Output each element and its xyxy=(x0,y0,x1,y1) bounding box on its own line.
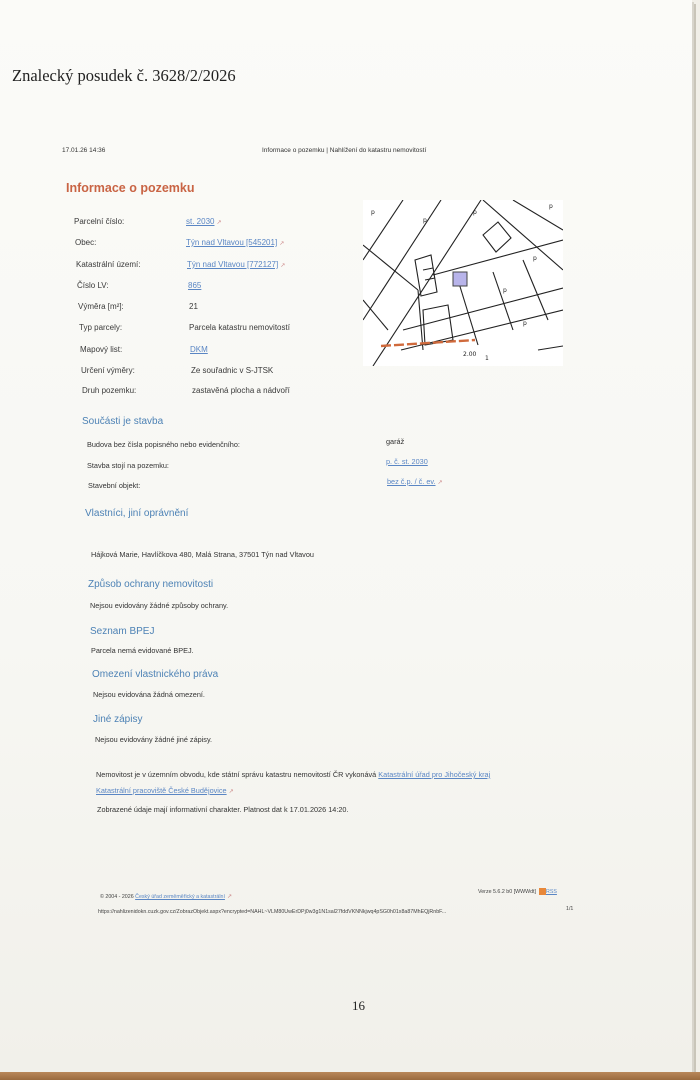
map-label: p xyxy=(473,209,477,216)
rss-icon[interactable] xyxy=(539,888,546,895)
cadastral-map-drawing xyxy=(363,200,563,366)
value-parcelni-cislo[interactable]: st. 2030 ↗ xyxy=(186,217,222,226)
table-edge xyxy=(0,1072,700,1080)
value-stavebni-objekt[interactable]: bez č.p. / č. ev. ↗ xyxy=(387,477,443,486)
footer-url: https://nahlizenidokn.cuzk.gov.cz/ZobrazObjekt.aspx?encrypted=NAHL~VLM80UwErDPj0w3g1N1sal27fddVKNNkjwq4pSG0h01x8a87MhEQjRnbF... xyxy=(98,909,447,915)
label-mapovy-list: Mapový list: xyxy=(80,345,123,354)
value-vymera: 21 xyxy=(189,302,198,311)
parcel-heading: Informace o pozemku xyxy=(66,181,195,195)
document-title: Znalecký posudek č. 3628/2/2026 xyxy=(12,66,236,85)
value-druh-pozemku: zastavěná plocha a nádvoří xyxy=(192,386,290,395)
external-link-icon: ↗ xyxy=(226,894,232,900)
label-cislo-lv: Číslo LV: xyxy=(77,281,109,290)
jine-text: Nejsou evidovány žádné jiné zápisy. xyxy=(95,735,213,744)
ochrana-text: Nejsou evidovány žádné způsoby ochrany. xyxy=(90,601,229,610)
label-typ-parcely: Typ parcely: xyxy=(79,323,123,332)
map-label: p xyxy=(503,287,507,294)
print-title: Informace o pozemku | Nahlížení do katastru nemovitostí xyxy=(262,147,427,154)
bpej-text: Parcela nemá evidované BPEJ. xyxy=(91,646,194,655)
note-line: Nemovitost je v územním obvodu, kde státní správu katastru nemovitostí ČR vykonává Katastrální úřad pro Jihočeský kraj xyxy=(96,770,491,779)
value-cislo-lv[interactable]: 865 xyxy=(188,281,202,290)
map-label: 2.00 xyxy=(463,351,477,358)
cadastral-map[interactable] xyxy=(363,200,563,366)
value-katastralni-uzemi[interactable]: Týn nad Vltavou [772127] ↗ xyxy=(187,260,286,269)
footer-page: 1/1 xyxy=(566,906,574,912)
map-label: p xyxy=(549,203,553,210)
value-stavba-stoji[interactable]: p. č. st. 2030 xyxy=(386,457,428,466)
map-label: p xyxy=(533,255,537,262)
ochrana-heading: Způsob ochrany nemovitosti xyxy=(88,579,214,590)
label-urceni-vymery: Určení výměry: xyxy=(81,366,135,375)
stavba-heading: Součásti je stavba xyxy=(82,416,164,427)
external-link-icon: ↗ xyxy=(437,480,443,486)
label-parcelni-cislo: Parcelní číslo: xyxy=(74,217,125,226)
map-label: p xyxy=(371,209,375,216)
office-link[interactable]: Katastrální úřad pro Jihočeský kraj xyxy=(378,770,491,779)
label-stavba-stoji: Stavba stojí na pozemku: xyxy=(87,461,169,470)
value-obec[interactable]: Týn nad Vltavou [545201] ↗ xyxy=(186,238,285,247)
jine-heading: Jiné zápisy xyxy=(93,714,143,725)
label-druh-pozemku: Druh pozemku: xyxy=(82,386,137,395)
external-link-icon: ↗ xyxy=(216,220,222,226)
agency-link[interactable]: Český úřad zeměměřický a katastrální xyxy=(135,894,225,900)
map-label: p xyxy=(523,320,527,327)
map-label: p xyxy=(423,217,427,224)
value-urceni-vymery: Ze souřadnic v S-JTSK xyxy=(191,366,274,375)
value-mapovy-list[interactable]: DKM xyxy=(190,345,208,354)
footer-version: Verze 5.6.2 b0 [WWWdt] RSS xyxy=(478,888,557,895)
label-budova: Budova bez čísla popisného nebo evidenčního: xyxy=(87,440,240,449)
value-typ-parcely: Parcela katastru nemovitostí xyxy=(189,323,290,332)
footer-copyright: © 2004 - 2026 Český úřad zeměměřický a katastrální ↗ xyxy=(100,894,232,900)
vlastnici-text: Hájková Marie, Havlíčkova 480, Malá Strana, 37501 Týn nad Vltavou xyxy=(91,550,314,559)
note-line-2[interactable]: Katastrální pracoviště České Budějovice ↗ xyxy=(96,786,234,795)
omezeni-heading: Omezení vlastnického práva xyxy=(92,669,219,680)
omezeni-text: Nejsou evidována žádná omezení. xyxy=(93,690,205,699)
label-obec: Obec: xyxy=(75,238,97,247)
external-link-icon: ↗ xyxy=(280,263,286,269)
external-link-icon: ↗ xyxy=(279,241,285,247)
map-label: 1 xyxy=(485,355,489,362)
vlastnici-heading: Vlastníci, jiní oprávnění xyxy=(85,508,189,519)
value-budova: garáž xyxy=(386,437,405,446)
highlighted-parcel xyxy=(453,272,467,286)
label-stavebni-objekt: Stavební objekt: xyxy=(88,481,141,490)
print-datetime: 17.01.26 14:36 xyxy=(62,147,106,154)
label-katastralni-uzemi: Katastrální území: xyxy=(76,260,141,269)
validity-text: Zobrazené údaje mají informativní charakter. Platnost dat k 17.01.2026 14:20. xyxy=(97,805,349,814)
page-number: 16 xyxy=(352,998,365,1013)
external-link-icon: ↗ xyxy=(228,789,234,795)
bpej-heading: Seznam BPEJ xyxy=(90,626,155,637)
label-vymera: Výměra [m²]: xyxy=(78,302,124,311)
